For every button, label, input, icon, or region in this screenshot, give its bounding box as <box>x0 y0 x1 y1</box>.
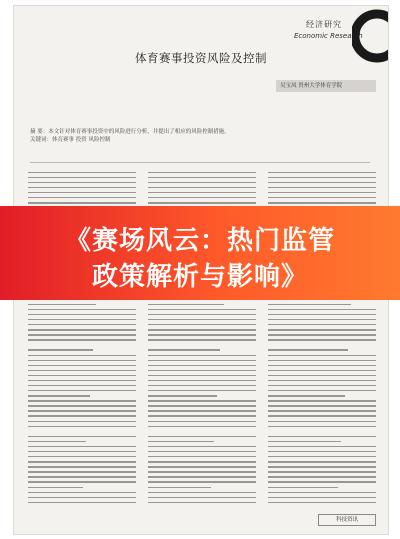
column-subtitle: Economic Research <box>294 32 363 40</box>
text-line <box>148 426 256 427</box>
text-line <box>268 421 376 422</box>
text-line <box>268 497 376 498</box>
text-line <box>268 187 376 188</box>
text-line <box>28 349 93 350</box>
text-line <box>148 339 256 340</box>
text-line <box>148 492 256 493</box>
text-line <box>28 319 136 320</box>
text-line <box>148 202 256 203</box>
text-line <box>28 436 136 437</box>
text-line <box>28 395 90 396</box>
text-line <box>268 390 376 391</box>
text-line <box>268 324 376 325</box>
text-line <box>268 410 376 411</box>
text-line <box>28 400 136 401</box>
banner-headline-line-2: 政策解析与影响》 <box>91 262 308 292</box>
text-line <box>28 431 136 432</box>
text-line <box>28 410 136 411</box>
text-line <box>148 497 256 498</box>
text-line <box>28 385 136 386</box>
text-line <box>148 365 256 366</box>
abstract <box>30 128 326 144</box>
text-line <box>268 380 376 381</box>
text-line <box>268 202 376 203</box>
text-line <box>28 456 136 457</box>
text-line <box>148 349 220 350</box>
text-line <box>148 177 256 178</box>
article-title: 体育赛事投资风险及控制 <box>135 51 267 65</box>
text-line <box>28 314 136 315</box>
text-line <box>28 476 136 477</box>
text-line <box>268 476 376 477</box>
page-label: 科技资讯 <box>318 514 376 526</box>
text-line <box>28 334 136 335</box>
text-line <box>28 497 136 498</box>
text-line <box>268 304 351 305</box>
author-line: 吴宝凤 贵州大学体育学院 <box>276 80 376 92</box>
text-line <box>28 177 136 178</box>
text-line <box>268 197 376 198</box>
text-line <box>268 329 376 330</box>
text-line <box>28 365 136 366</box>
text-line <box>28 355 136 356</box>
text-line <box>268 339 376 340</box>
text-line <box>148 395 217 396</box>
text-line <box>148 415 256 416</box>
text-line <box>148 431 256 432</box>
text-line <box>148 314 256 315</box>
text-line <box>268 385 376 386</box>
text-line <box>28 329 136 330</box>
text-line <box>148 446 256 447</box>
text-line <box>28 339 136 340</box>
text-line <box>148 324 256 325</box>
text-line <box>268 177 376 178</box>
text-line <box>148 421 256 422</box>
text-line <box>268 172 376 173</box>
text-line <box>148 192 256 193</box>
text-line <box>268 446 376 447</box>
text-line <box>28 487 83 488</box>
text-line <box>28 492 136 493</box>
text-line <box>268 451 376 452</box>
text-line <box>148 385 256 386</box>
text-line <box>268 461 376 462</box>
text-line <box>148 481 256 482</box>
text-line <box>268 405 376 406</box>
text-line <box>148 304 224 305</box>
text-line <box>28 172 136 173</box>
text-line <box>148 334 256 335</box>
text-line <box>268 360 376 361</box>
keywords-line: 关键词：体育赛事 投资 风险控制 <box>30 137 111 143</box>
divider <box>30 162 370 163</box>
abstract-line: 摘 要：本文针对体育赛事投资中的风险进行分析，并提出了相应的风险控制措施。 <box>30 129 230 135</box>
text-line <box>268 309 376 310</box>
text-line <box>268 344 376 345</box>
text-line <box>28 405 136 406</box>
text-line <box>28 197 136 198</box>
text-line <box>268 349 348 350</box>
text-line <box>268 415 376 416</box>
text-line <box>268 314 376 315</box>
text-line <box>148 476 256 477</box>
text-line <box>28 451 136 452</box>
text-line <box>148 344 256 345</box>
column-tag: 经济研究 <box>306 20 342 29</box>
text-line <box>148 405 256 406</box>
text-line <box>28 375 136 376</box>
text-line <box>28 461 136 462</box>
text-line <box>268 334 376 335</box>
text-line <box>28 192 136 193</box>
text-line <box>148 451 256 452</box>
text-line <box>148 456 256 457</box>
text-line <box>268 365 376 366</box>
text-line <box>268 400 376 401</box>
text-line <box>148 502 256 503</box>
text-line <box>28 471 136 472</box>
text-line <box>148 410 256 411</box>
page-header <box>14 6 388 46</box>
text-line <box>28 441 86 442</box>
text-line <box>28 415 136 416</box>
text-line <box>268 182 376 183</box>
text-line <box>148 182 256 183</box>
text-line <box>148 441 214 442</box>
text-line <box>28 426 136 427</box>
text-line <box>28 309 136 310</box>
text-line <box>268 370 376 371</box>
text-line <box>148 370 256 371</box>
text-line <box>268 375 376 376</box>
text-line <box>148 172 256 173</box>
text-line <box>28 446 136 447</box>
text-line <box>148 487 211 488</box>
text-line <box>148 375 256 376</box>
text-line <box>28 202 136 203</box>
text-line <box>28 421 136 422</box>
text-line <box>148 197 256 198</box>
text-line <box>148 329 256 330</box>
text-line <box>148 360 256 361</box>
text-line <box>148 309 256 310</box>
text-line <box>268 502 376 503</box>
text-line <box>28 390 136 391</box>
text-line <box>268 192 376 193</box>
text-line <box>268 395 345 396</box>
text-line <box>28 360 136 361</box>
text-line <box>28 304 96 305</box>
text-line <box>28 370 136 371</box>
text-line <box>28 182 136 183</box>
text-line <box>28 324 136 325</box>
text-line <box>148 436 256 437</box>
text-line <box>28 344 136 345</box>
text-line <box>268 481 376 482</box>
text-line <box>148 380 256 381</box>
text-line <box>28 187 136 188</box>
text-line <box>268 355 376 356</box>
text-line <box>268 456 376 457</box>
text-line <box>148 461 256 462</box>
text-line <box>148 390 256 391</box>
text-line <box>268 492 376 493</box>
text-line <box>148 471 256 472</box>
banner-headline-line-1: 《赛场风云：热门监管 <box>64 226 335 256</box>
text-line <box>148 466 256 467</box>
text-line <box>268 436 376 437</box>
text-line <box>268 319 376 320</box>
text-line <box>148 400 256 401</box>
text-line <box>28 502 136 503</box>
text-line <box>28 380 136 381</box>
text-line <box>268 471 376 472</box>
text-line <box>28 466 136 467</box>
text-line <box>268 441 341 442</box>
text-line <box>148 355 256 356</box>
text-line <box>148 187 256 188</box>
text-line <box>268 466 376 467</box>
text-line <box>28 481 136 482</box>
text-line <box>148 319 256 320</box>
text-line <box>268 426 376 427</box>
text-line <box>268 487 338 488</box>
text-line <box>268 431 376 432</box>
